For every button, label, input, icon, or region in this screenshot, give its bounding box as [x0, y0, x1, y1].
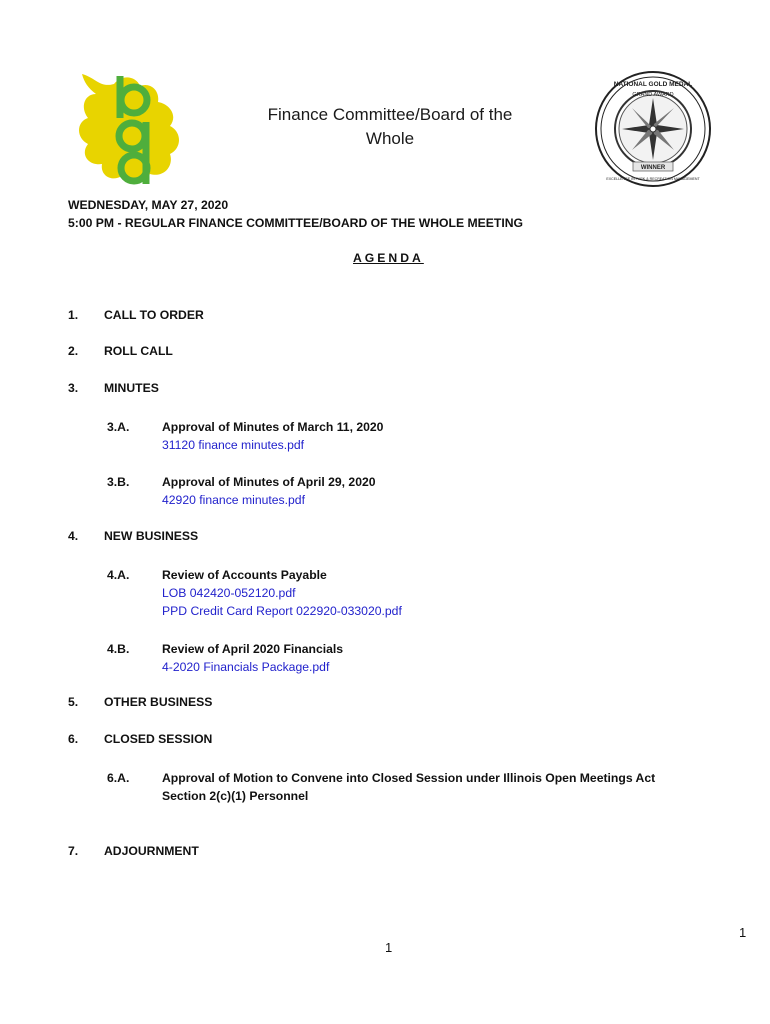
subitem-number: 4.A.: [107, 568, 130, 582]
agenda-heading: AGENDA: [353, 251, 424, 265]
attachment-link[interactable]: LOB 042420-052120.pdf: [162, 586, 296, 600]
item-number: 7.: [68, 844, 79, 858]
subitem-label: Review of April 2020 Financials: [162, 642, 344, 656]
item-label: CLOSED SESSION: [104, 732, 213, 746]
seal-banner-text: WINNER: [640, 165, 666, 171]
item-number: 5.: [68, 695, 79, 709]
seal-bottom-text: EXCELLENCE IN PARK & RECREATION MANAGEMENT: [606, 177, 700, 181]
meeting-time-title: 5:00 PM - REGULAR FINANCE COMMITTEE/BOARD OF THE WHOLE MEETING: [68, 216, 524, 230]
page-number-right: 1: [739, 925, 747, 940]
item-label: ADJOURNMENT: [104, 844, 199, 858]
item-label: NEW BUSINESS: [104, 529, 199, 543]
subitem-label: Review of Accounts Payable: [162, 568, 327, 582]
item-number: 6.: [68, 732, 79, 746]
seal-top-text: NATIONAL GOLD MEDAL: [613, 81, 693, 88]
subitem-label: Approval of Minutes of March 11, 2020: [162, 420, 384, 434]
attachment-link[interactable]: PPD Credit Card Report 022920-033020.pdf: [162, 604, 402, 618]
item-label: OTHER BUSINESS: [104, 695, 213, 709]
document-title: [230, 103, 550, 151]
title-line-1: Finance Committee/Board of the: [267, 105, 513, 124]
item-label: MINUTES: [104, 381, 159, 395]
ppd-logo: [74, 70, 186, 188]
item-number: 1.: [68, 308, 79, 322]
subitem-number: 3.B.: [107, 475, 130, 489]
meeting-info: [68, 196, 523, 232]
attachment-link[interactable]: 42920 finance minutes.pdf: [162, 493, 305, 507]
item-number: 4.: [68, 529, 79, 543]
subitem-number: 4.B.: [107, 642, 130, 656]
page-number-center: 1: [385, 940, 393, 955]
item-number: 2.: [68, 344, 79, 358]
attachment-link[interactable]: 31120 finance minutes.pdf: [162, 438, 305, 452]
subitem-label-line-1: Approval of Motion to Convene into Closed Session under Illinois Open Meetings Act: [162, 771, 656, 785]
item-label: ROLL CALL: [104, 344, 173, 358]
title-line-2: Whole: [365, 129, 415, 148]
gold-medal-seal: [588, 70, 718, 188]
subitem-number: 6.A.: [107, 771, 130, 785]
item-label: CALL TO ORDER: [104, 308, 204, 322]
item-number: 3.: [68, 381, 79, 395]
subitem-label: Approval of Minutes of April 29, 2020: [162, 475, 376, 489]
subitem-label-line-2: Section 2(c)(1) Personnel: [162, 789, 309, 803]
seal-mid-text: GRAND AWARD: [632, 92, 674, 98]
subitem-number: 3.A.: [107, 420, 130, 434]
attachment-link[interactable]: 4-2020 Financials Package.pdf: [162, 660, 330, 674]
meeting-date: WEDNESDAY, MAY 27, 2020: [68, 198, 229, 212]
